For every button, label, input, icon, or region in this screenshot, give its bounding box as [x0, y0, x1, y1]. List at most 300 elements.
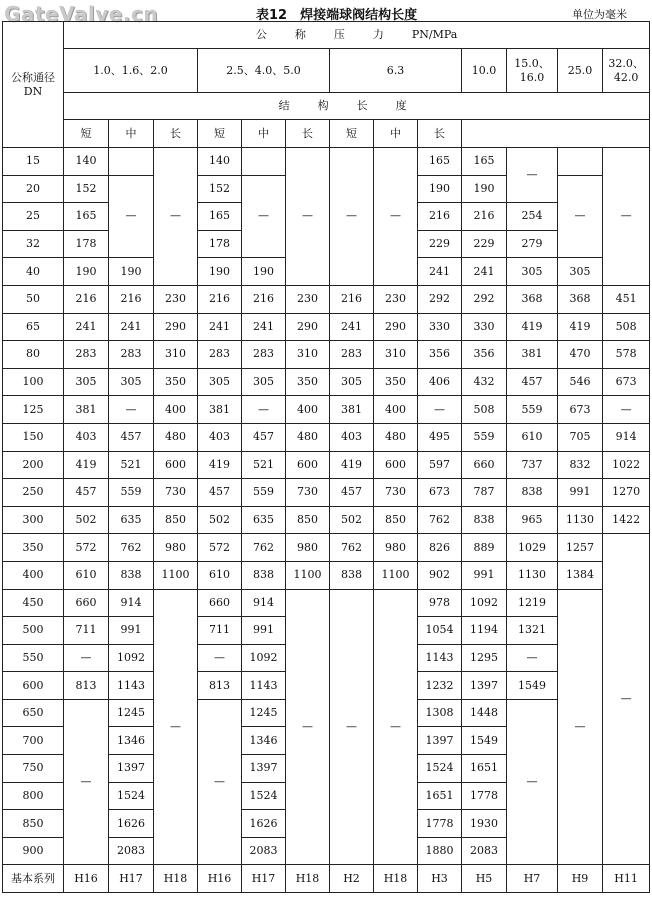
dn-cell: 150 [3, 423, 64, 451]
value-cell: 216 [330, 285, 374, 313]
pressure-group: 10.0 [462, 49, 507, 93]
value-cell: 283 [242, 341, 286, 369]
dash-cell: — [603, 148, 650, 286]
value-cell: 381 [64, 396, 109, 424]
value-cell: 914 [109, 589, 154, 617]
value-cell: 730 [374, 479, 418, 507]
basic-series-value: H18 [374, 865, 418, 893]
value-cell: 850 [154, 506, 198, 534]
value-cell: 241 [462, 258, 507, 286]
value-cell: 230 [286, 285, 330, 313]
sub-label: 短 [198, 120, 242, 148]
value-cell: 350 [154, 368, 198, 396]
value-cell: 1549 [462, 727, 507, 755]
dash-cell: — [198, 699, 242, 865]
value-cell: 305 [198, 368, 242, 396]
value-cell: 470 [558, 341, 603, 369]
value-cell: 216 [242, 285, 286, 313]
value-cell: 850 [374, 506, 418, 534]
dn-cell: 200 [3, 451, 64, 479]
dash-cell: — [558, 589, 603, 865]
value-cell: 305 [558, 258, 603, 286]
dash-cell: — [330, 589, 374, 865]
value-cell: 1257 [558, 534, 603, 562]
value-cell: 254 [507, 203, 558, 231]
value-cell: 1346 [242, 727, 286, 755]
basic-series-label: 基本系列 [3, 865, 64, 893]
value-cell: 292 [418, 285, 462, 313]
value-cell: 283 [109, 341, 154, 369]
sub-label: 中 [109, 120, 154, 148]
value-cell: 521 [242, 451, 286, 479]
dash-cell: — [603, 534, 650, 865]
value-cell: 559 [109, 479, 154, 507]
value-cell: 1397 [109, 755, 154, 783]
table-row [3, 148, 650, 176]
value-cell: 1245 [242, 699, 286, 727]
value-cell: 980 [374, 534, 418, 562]
value-cell: 762 [330, 534, 374, 562]
value-cell: 787 [462, 479, 507, 507]
dash-cell: — [507, 699, 558, 865]
table-row [3, 506, 650, 534]
value-cell: 502 [198, 506, 242, 534]
value-cell: 902 [418, 561, 462, 589]
dn-cell: 15 [3, 148, 64, 176]
value-cell: 216 [418, 203, 462, 231]
value-cell: 1092 [462, 589, 507, 617]
value-cell: 140 [64, 148, 109, 176]
value-cell: 229 [418, 230, 462, 258]
value-cell: — [242, 396, 286, 424]
pressure-group: 15.0、16.0 [507, 49, 558, 93]
sub-label: 长 [154, 120, 198, 148]
basic-series-value: H5 [462, 865, 507, 893]
sub-label: 短 [330, 120, 374, 148]
value-cell: 826 [418, 534, 462, 562]
value-cell: 1397 [242, 755, 286, 783]
table-title: 表12 焊接端球阀结构长度 [256, 8, 418, 23]
table-row [3, 423, 650, 451]
value-cell: 673 [418, 479, 462, 507]
table-row [3, 285, 650, 313]
value-cell: 838 [507, 479, 558, 507]
sub-label: 长 [286, 120, 330, 148]
value-cell: 310 [154, 341, 198, 369]
value-cell: 600 [154, 451, 198, 479]
basic-series-value: H16 [64, 865, 109, 893]
value-cell: 2083 [242, 837, 286, 865]
value-cell: 1092 [109, 644, 154, 672]
value-cell: 1143 [418, 644, 462, 672]
value-cell: 241 [198, 313, 242, 341]
value-cell: 508 [462, 396, 507, 424]
value-cell: 521 [109, 451, 154, 479]
dn-cell: 600 [3, 672, 64, 700]
value-cell: 419 [64, 451, 109, 479]
basic-series-value: H7 [507, 865, 558, 893]
dash-cell: — [64, 699, 109, 865]
basic-series-value: H17 [242, 865, 286, 893]
value-cell: — [198, 644, 242, 672]
value-cell: 178 [64, 230, 109, 258]
value-cell: 635 [242, 506, 286, 534]
value-cell: 457 [242, 423, 286, 451]
table-row [3, 368, 650, 396]
value-cell: 403 [330, 423, 374, 451]
pressure-header: 公称压力PN/MPa [64, 22, 650, 49]
value-cell: 991 [242, 617, 286, 645]
watermark-logo: GateValve.cn [4, 2, 159, 26]
value-cell: 1422 [603, 506, 650, 534]
dn-cell: 850 [3, 810, 64, 838]
sub-label-empty [462, 120, 650, 148]
value-cell: 737 [507, 451, 558, 479]
value-cell: 1245 [109, 699, 154, 727]
basic-series-value: H3 [418, 865, 462, 893]
dn-cell: 50 [3, 285, 64, 313]
basic-series-value: H18 [286, 865, 330, 893]
pressure-group: 2.5、4.0、5.0 [198, 49, 330, 93]
value-cell: 1651 [418, 782, 462, 810]
table-row [3, 313, 650, 341]
value-cell: 572 [64, 534, 109, 562]
value-cell: 978 [418, 589, 462, 617]
value-cell: 1100 [374, 561, 418, 589]
dash-cell: — [154, 148, 198, 286]
table-row [3, 589, 650, 617]
value-cell: 980 [286, 534, 330, 562]
value-cell: 980 [154, 534, 198, 562]
value-cell: 350 [374, 368, 418, 396]
value-cell: 457 [109, 423, 154, 451]
value-cell: 711 [198, 617, 242, 645]
value-cell: 610 [198, 561, 242, 589]
basic-series-value: H18 [154, 865, 198, 893]
value-cell: 600 [374, 451, 418, 479]
dash-cell: — [374, 589, 418, 865]
unit-note: 单位为毫米 [572, 8, 627, 21]
sub-label: 长 [418, 120, 462, 148]
value-cell: 1308 [418, 699, 462, 727]
value-cell: 572 [198, 534, 242, 562]
value-cell: 140 [198, 148, 242, 176]
value-cell: 283 [198, 341, 242, 369]
value-cell: 432 [462, 368, 507, 396]
value-cell: 190 [109, 258, 154, 286]
value-cell: 305 [64, 368, 109, 396]
value-cell: 1626 [242, 810, 286, 838]
length-header: 结构长度 [64, 93, 650, 120]
value-cell: 600 [286, 451, 330, 479]
table-row [3, 451, 650, 479]
value-cell: 673 [603, 368, 650, 396]
dash-cell: — [374, 148, 418, 286]
basic-series-value: H9 [558, 865, 603, 893]
value-cell: 305 [109, 368, 154, 396]
value-cell: 838 [462, 506, 507, 534]
value-cell: 673 [558, 396, 603, 424]
value-cell: 292 [462, 285, 507, 313]
value-cell: 813 [64, 672, 109, 700]
value-cell: — [603, 396, 650, 424]
value-cell: 178 [198, 230, 242, 258]
value-cell: 330 [418, 313, 462, 341]
value-cell: 1930 [462, 810, 507, 838]
value-cell: 350 [286, 368, 330, 396]
dn-cell: 800 [3, 782, 64, 810]
value-cell: 991 [558, 479, 603, 507]
value-cell: 356 [418, 341, 462, 369]
dn-cell: 750 [3, 755, 64, 783]
value-cell: 1092 [242, 644, 286, 672]
value-cell: 400 [286, 396, 330, 424]
basic-series-value: H11 [603, 865, 650, 893]
value-cell: 991 [109, 617, 154, 645]
value-cell: 610 [64, 561, 109, 589]
value-cell: 1397 [418, 727, 462, 755]
dash-cell: — [154, 589, 198, 865]
basic-series-value: H2 [330, 865, 374, 893]
value-cell: 241 [330, 313, 374, 341]
dn-cell: 250 [3, 479, 64, 507]
dn-cell: 40 [3, 258, 64, 286]
value-cell: 762 [418, 506, 462, 534]
dn-cell: 65 [3, 313, 64, 341]
value-cell: 705 [558, 423, 603, 451]
value-cell: 230 [374, 285, 418, 313]
value-cell: 230 [154, 285, 198, 313]
value-cell: 381 [330, 396, 374, 424]
value-cell: 1130 [558, 506, 603, 534]
value-cell: 165 [64, 203, 109, 231]
nominal-size-header: 公称通径 DN [3, 22, 64, 148]
value-cell: 495 [418, 423, 462, 451]
value-cell: 241 [418, 258, 462, 286]
dash-cell: — [109, 175, 154, 258]
value-cell: 190 [198, 258, 242, 286]
dn-cell: 125 [3, 396, 64, 424]
value-cell: 1778 [462, 782, 507, 810]
value-cell: 400 [154, 396, 198, 424]
value-cell: 559 [462, 423, 507, 451]
footer-row [3, 865, 650, 893]
value-cell: 279 [507, 230, 558, 258]
sub-label: 短 [64, 120, 109, 148]
value-cell: 229 [462, 230, 507, 258]
value-cell: 1549 [507, 672, 558, 700]
value-cell: 730 [286, 479, 330, 507]
value-cell: 216 [462, 203, 507, 231]
value-cell: 241 [64, 313, 109, 341]
sub-label: 中 [242, 120, 286, 148]
value-cell: 1143 [242, 672, 286, 700]
value-cell: 850 [286, 506, 330, 534]
value-cell: 2083 [462, 837, 507, 865]
value-cell: 290 [374, 313, 418, 341]
table-row [3, 561, 650, 589]
value-cell: 419 [507, 313, 558, 341]
value-cell: 283 [330, 341, 374, 369]
value-cell: 165 [418, 148, 462, 176]
value-cell: 368 [507, 285, 558, 313]
value-cell [109, 148, 154, 176]
value-cell: 502 [64, 506, 109, 534]
table-row [3, 479, 650, 507]
value-cell: 597 [418, 451, 462, 479]
value-cell: 165 [198, 203, 242, 231]
dn-cell: 650 [3, 699, 64, 727]
value-cell: 1880 [418, 837, 462, 865]
value-cell: 290 [154, 313, 198, 341]
sub-label: 中 [374, 120, 418, 148]
value-cell: 610 [507, 423, 558, 451]
value-cell: 1384 [558, 561, 603, 589]
dn-cell: 25 [3, 203, 64, 231]
dn-cell: 32 [3, 230, 64, 258]
value-cell: 660 [64, 589, 109, 617]
value-cell: 310 [286, 341, 330, 369]
value-cell: — [109, 396, 154, 424]
value-cell: 241 [242, 313, 286, 341]
value-cell: 1651 [462, 755, 507, 783]
value-cell: 1022 [603, 451, 650, 479]
value-cell: 216 [64, 285, 109, 313]
dn-cell: 80 [3, 341, 64, 369]
value-cell [242, 148, 286, 176]
value-cell: 1346 [109, 727, 154, 755]
value-cell: 813 [198, 672, 242, 700]
value-cell: 403 [64, 423, 109, 451]
value-cell: 381 [198, 396, 242, 424]
value-cell: 508 [603, 313, 650, 341]
table-row [3, 341, 650, 369]
dn-cell: 100 [3, 368, 64, 396]
dn-cell: 900 [3, 837, 64, 865]
value-cell: 451 [603, 285, 650, 313]
value-cell: 1295 [462, 644, 507, 672]
value-cell: 635 [109, 506, 154, 534]
value-cell: 1270 [603, 479, 650, 507]
value-cell: 190 [418, 175, 462, 203]
value-cell: 1194 [462, 617, 507, 645]
value-cell: 152 [198, 175, 242, 203]
dn-cell: 700 [3, 727, 64, 755]
value-cell: 457 [330, 479, 374, 507]
dn-cell: 300 [3, 506, 64, 534]
value-cell: 660 [198, 589, 242, 617]
value-cell: 1143 [109, 672, 154, 700]
value-cell: 330 [462, 313, 507, 341]
value-cell: 1626 [109, 810, 154, 838]
value-cell: 1397 [462, 672, 507, 700]
table-row [3, 396, 650, 424]
value-cell: 241 [109, 313, 154, 341]
value-cell: — [507, 644, 558, 672]
value-cell: 914 [242, 589, 286, 617]
value-cell: 832 [558, 451, 603, 479]
value-cell: 216 [198, 285, 242, 313]
value-cell: 190 [242, 258, 286, 286]
value-cell: 1524 [109, 782, 154, 810]
value-cell: 914 [603, 423, 650, 451]
value-cell: 419 [558, 313, 603, 341]
value-cell: 419 [330, 451, 374, 479]
value-cell: 406 [418, 368, 462, 396]
value-cell: 381 [507, 341, 558, 369]
value-cell: 190 [64, 258, 109, 286]
value-cell: 559 [507, 396, 558, 424]
value-cell: 1232 [418, 672, 462, 700]
value-cell: 660 [462, 451, 507, 479]
dn-cell: 550 [3, 644, 64, 672]
value-cell: 762 [242, 534, 286, 562]
value-cell: 310 [374, 341, 418, 369]
value-cell: 1100 [286, 561, 330, 589]
value-cell: 2083 [109, 837, 154, 865]
value-cell: 368 [558, 285, 603, 313]
value-cell: 305 [507, 258, 558, 286]
value-cell: 838 [109, 561, 154, 589]
dn-cell: 450 [3, 589, 64, 617]
dash-cell: — [286, 148, 330, 286]
pressure-group: 1.0、1.6、2.0 [64, 49, 198, 93]
value-cell: 457 [507, 368, 558, 396]
value-cell: 480 [286, 423, 330, 451]
value-cell: 190 [462, 175, 507, 203]
dash-cell: — [507, 148, 558, 203]
basic-series-value: H16 [198, 865, 242, 893]
value-cell: 403 [198, 423, 242, 451]
value-cell: 290 [286, 313, 330, 341]
value-cell: 578 [603, 341, 650, 369]
value-cell: 480 [374, 423, 418, 451]
value-cell: 480 [154, 423, 198, 451]
value-cell: 1524 [418, 755, 462, 783]
dn-cell: 350 [3, 534, 64, 562]
value-cell: 457 [198, 479, 242, 507]
value-cell: 546 [558, 368, 603, 396]
value-cell: 457 [64, 479, 109, 507]
value-cell: 419 [198, 451, 242, 479]
basic-series-value: H17 [109, 865, 154, 893]
value-cell: 1448 [462, 699, 507, 727]
dash-cell: — [286, 589, 330, 865]
value-cell: 1778 [418, 810, 462, 838]
dash-cell: — [242, 175, 286, 258]
value-cell: 711 [64, 617, 109, 645]
value-cell: 991 [462, 561, 507, 589]
value-cell: 400 [374, 396, 418, 424]
dash-cell: — [558, 175, 603, 258]
value-cell: 152 [64, 175, 109, 203]
value-cell: 1130 [507, 561, 558, 589]
value-cell: 1321 [507, 617, 558, 645]
pressure-group: 32.0、42.0 [603, 49, 650, 93]
value-cell: — [418, 396, 462, 424]
value-cell: 305 [330, 368, 374, 396]
value-cell: 762 [109, 534, 154, 562]
value-cell: 1029 [507, 534, 558, 562]
value-cell: — [64, 644, 109, 672]
value-cell: 1219 [507, 589, 558, 617]
pressure-group: 25.0 [558, 49, 603, 93]
value-cell [558, 148, 603, 176]
pressure-group: 6.3 [330, 49, 462, 93]
dash-cell: — [330, 148, 374, 286]
value-cell: 356 [462, 341, 507, 369]
value-cell: 838 [330, 561, 374, 589]
